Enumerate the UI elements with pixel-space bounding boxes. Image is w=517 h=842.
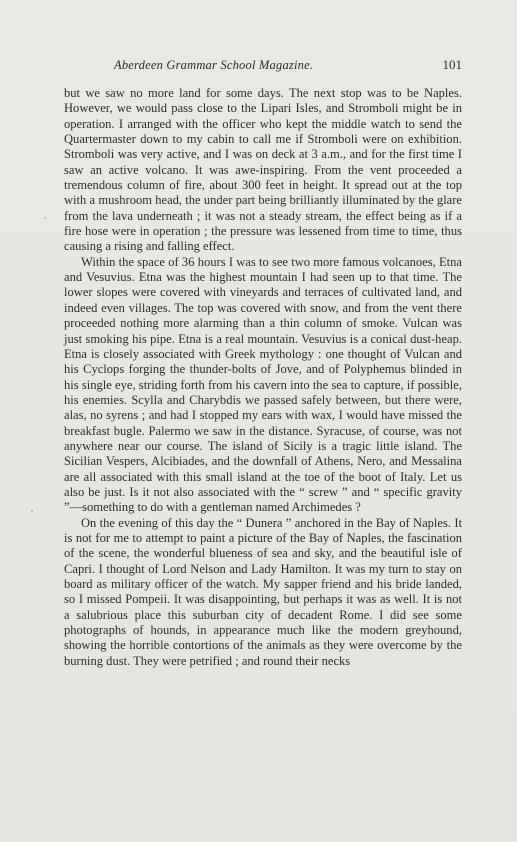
article-body [64,86,462,669]
paragraph-stromboli: but we saw no more land for some days. The next stop was to be Naples. However, we would pass close to the Lipari Isles, and Stromboli might be in operation. I arranged with the officer who kept the middle watch to send the Quartermaster down to my cabin to call me if Stromboli were on exhibition. Stromboli was very active, and I was on deck at 3 a.m., and for the first time I saw an active volcano. It was awe-inspiring. From the vent proceeded a tremendous column of fire, about 300 feet in height. It spread out at the top with a mushroom head, the under part being brilliantly illuminated by the glare from the lava underneath ; it was not a steady stream, the effect being as if a fire hose were in operation ; the pressure was lessened from time to time, thus causing a rising and falling effect. [64,86,462,254]
paragraph-etna-vesuvius: Within the space of 36 hours I was to see two more famous volcanoes, Etna and Vesuvius. Etna was the highest mountain I had seen up to that time. The lower slopes were covered with vineyards and terraces of cultivated land, and indeed even villages. The top was covered with snow, and from the vent there proceeded nothing more alarming than a thin column of smoke. Vulcan was just smoking his pipe. Etna is a real mountain. Vesuvius is a conical dust-heap. Etna is closely associated with Greek mythology : one thought of Vulcan and his Cyclops forging the thunder-bolts of Jove, and of Polyphemus blinded in his single eye, striding forth from his cavern into the sea to capture, if possible, his enemies. Scylla and Charybdis we passed safely between, but there were, alas, no syrens ; and had I stopped my ears with wax, I would have missed the breakfast bugle. Palermo we saw in the distance. Syracuse, of course, was not anywhere near our course. The island of Sicily is a tragic little island. The Sicilian Vespers, Alcibiades, and the downfall of Athens, Nero, and Messalina are all associated with this small island at the toe of the boot of Italy. Let us also be just. Is it not also associated with the “ screw ” and “ specific gravity ”—something to do with a gentleman named Archimedes ? [64,254,462,515]
paragraph-bay-of-naples: On the evening of this day the “ Dunera ” anchored in the Bay of Naples. It is not for me to attempt to paint a picture of the Bay of Naples, the fascination of the scene, the wonderful blueness of sea and sky, and the beautiful isle of Capri. I thought of Lord Nelson and Lady Hamilton. It was my turn to stay on board as military officer of the watch. My sapper friend and his bride landed, so I missed Pompeii. It was disappointing, but perhaps it was as well. It is not a salubrious place this suburban city of decadent Rome. I did see some photographs of hounds, in appearance much like the modern greyhound, showing the horrible contortions of the animals as they were overcome by the burning dust. They were petrified ; and round their necks [64,515,462,668]
paper-speck [31,510,33,512]
paper-speck [44,217,46,219]
page-number: 101 [442,57,462,72]
running-title: Aberdeen Grammar School Magazine. [114,58,314,72]
